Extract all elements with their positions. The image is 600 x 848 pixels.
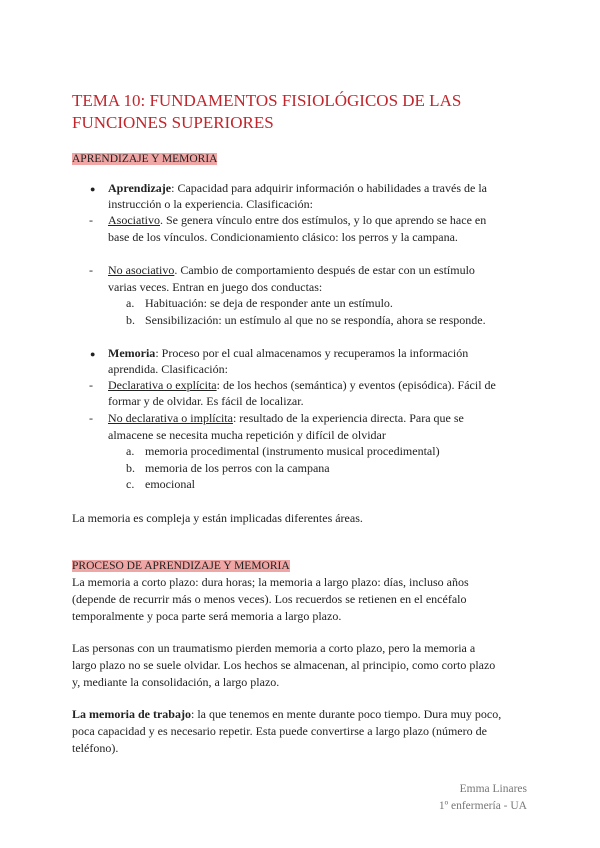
paragraph-line: y, mediante la consolidación, a largo plazo. (72, 675, 280, 689)
paragraph-line: La memoria a corto plazo: dura horas; la memoria a largo plazo: días, incluso años (72, 575, 469, 589)
bullet-icon: ● (90, 184, 96, 194)
aprendizaje-line-2: instrucción o la experiencia. Clasificación: (108, 197, 313, 211)
paragraph-line: (depende de recurrir más o menos veces). Los recuerdos se retienen en el encéfalo (72, 592, 467, 606)
paragraph-line: Las personas con un traumatismo pierden memoria a corto plazo, pero la memoria a (72, 641, 476, 655)
bullet-icon: ● (90, 349, 96, 359)
list-item: emocional (145, 477, 195, 491)
dash-marker: - (89, 411, 93, 425)
list-marker: c. (126, 477, 135, 491)
memoria-line-2: aprendida. Clasificación: (108, 362, 228, 376)
list-item: Habituación: se deja de responder ante un estímulo. (145, 296, 393, 310)
asociativo-line-2: base de los vínculos. Condicionamiento clásico: los perros y la campana. (108, 230, 458, 244)
memoria-line-1: Memoria: Proceso por el cual almacenamos y recuperamos la información (108, 346, 469, 360)
no-asociativo-line-1: No asociativo. Cambio de comportamiento después de estar con un estímulo (108, 263, 475, 277)
list-item: Sensibilización: un estímulo al que no se respondía, ahora se responde. (145, 313, 486, 327)
paragraph-line: temporalmente y poca parte será memoria a largo plazo. (72, 609, 342, 623)
paragraph-line: teléfono). (72, 741, 119, 755)
dash-marker: - (89, 213, 93, 227)
declarativa-line-1: Declarativa o explícita: de los hechos (semántica) y eventos (episódica). Fácil de (108, 378, 496, 392)
no-asociativo-line-2: varias veces. Entran en juego dos conductas: (108, 280, 323, 294)
section-heading-proceso: PROCESO DE APRENDIZAJE Y MEMORIA (72, 560, 290, 572)
section-heading-aprendizaje: APRENDIZAJE Y MEMORIA (72, 153, 218, 165)
dash-marker: - (89, 263, 93, 277)
list-item: memoria procedimental (instrumento musical procedimental) (145, 444, 440, 458)
paragraph-line: La memoria de trabajo: la que tenemos en mente durante poco tiempo. Dura muy poco, (72, 707, 502, 721)
list-marker: b. (126, 313, 135, 327)
page-title: TEMA 10: FUNDAMENTOS FISIOLÓGICOS DE LAS FUNCIONES SUPERIORES (72, 91, 462, 132)
footer-course: 1º enfermería - UA (438, 800, 527, 812)
list-marker: a. (126, 444, 135, 458)
list-marker: b. (126, 461, 135, 475)
paragraph-line: largo plazo no se suele olvidar. Los hechos se almacenan, al principio, como corto plazo (72, 658, 496, 672)
list-marker: a. (126, 296, 135, 310)
closing-paragraph: La memoria es compleja y están implicadas diferentes áreas. (72, 511, 363, 525)
list-item: memoria de los perros con la campana (145, 461, 330, 475)
footer-author: Emma Linares (459, 783, 527, 795)
no-declarativa-line-2: almacene se necesita mucha repetición y difícil de olvidar (108, 428, 386, 442)
dash-marker: - (89, 378, 93, 392)
aprendizaje-line-1: Aprendizaje: Capacidad para adquirir información o habilidades a través de la (108, 181, 487, 195)
no-declarativa-line-1: No declarativa o implícita: resultado de la experiencia directa. Para que se (108, 411, 464, 425)
asociativo-line-1: Asociativo. Se genera vínculo entre dos estímulos, y lo que aprendo se hace en (108, 213, 487, 227)
paragraph-line: poca capacidad y es necesario repetir. Esta puede convertirse a largo plazo (número de (72, 724, 487, 738)
declarativa-line-2: formar y de olvidar. Es fácil de localizar. (108, 394, 304, 408)
